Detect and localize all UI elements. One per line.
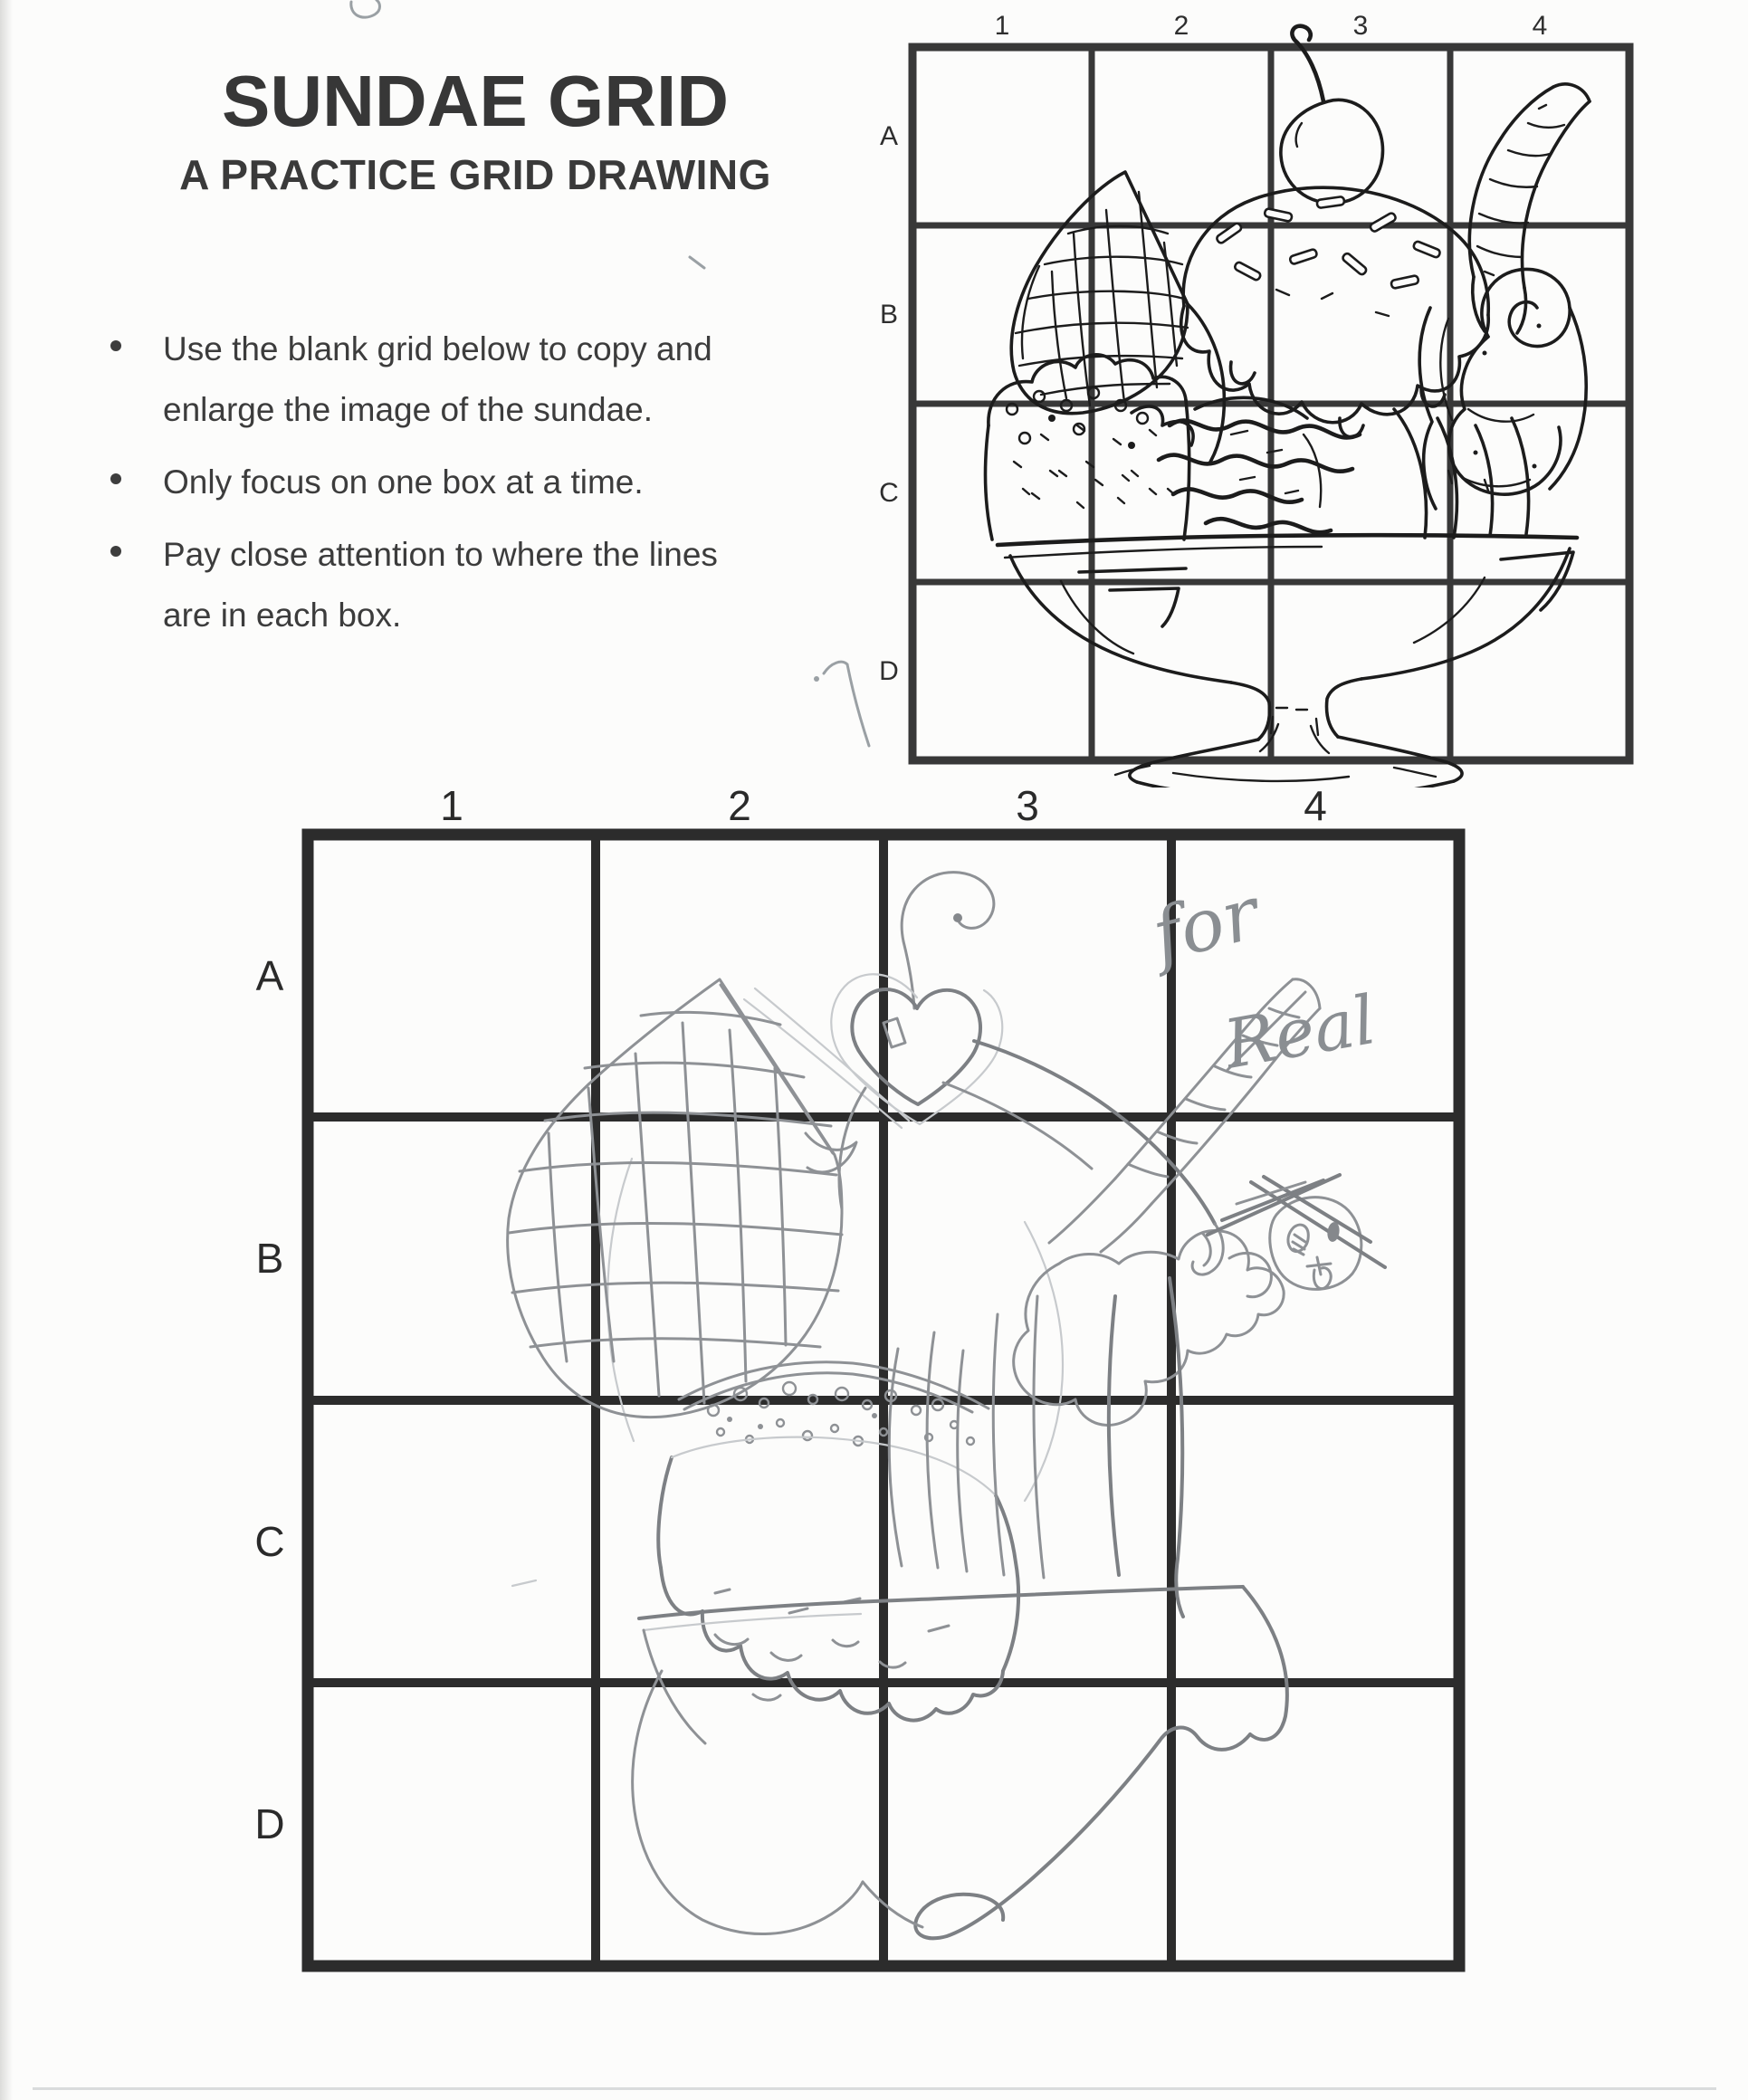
- col-label: 1: [440, 782, 463, 829]
- page-subtitle: A PRACTICE GRID DRAWING: [179, 151, 771, 198]
- instruction-line: Pay close attention to where the lines: [163, 536, 718, 573]
- pencil-squiggle-mark: [804, 632, 885, 749]
- pencil-cherry-heart: [831, 873, 1002, 1124]
- row-label: B: [255, 1235, 284, 1282]
- col-label: 3: [1352, 11, 1369, 41]
- bullet-icon: [110, 340, 121, 351]
- reference-column-labels: [995, 11, 1548, 41]
- practice-grid-figure: [208, 769, 1530, 2005]
- practice-grid-svg: [208, 769, 1530, 2000]
- practice-row-labels: [254, 952, 284, 1847]
- row-label: B: [879, 300, 899, 329]
- sundae-bowl: [998, 535, 1577, 788]
- handwriting-word1: for: [1144, 871, 1267, 978]
- col-label: 1: [994, 11, 1010, 41]
- row-label: A: [255, 952, 284, 999]
- reference-grid-figure: [851, 0, 1648, 792]
- row-label: C: [254, 1518, 285, 1565]
- bullet-icon: [110, 473, 121, 484]
- instruction-line: Use the blank grid below to copy and: [163, 330, 712, 368]
- instruction-item: [107, 524, 718, 645]
- instruction-item: [107, 319, 712, 440]
- scan-edge-line: [33, 2087, 1716, 2090]
- page-title: SUNDAE GRID: [221, 61, 730, 141]
- pencil-waffle: [508, 979, 842, 1418]
- stipple-texture: [1023, 425, 1174, 494]
- reference-grid-svg: [851, 0, 1648, 788]
- handwriting-word2: Real: [1218, 980, 1381, 1084]
- instruction-line: enlarge the image of the sundae.: [163, 391, 653, 428]
- col-label: 2: [728, 782, 751, 829]
- pencil-mark-top: [342, 0, 396, 27]
- pencil-bowl-left: [633, 1630, 922, 1934]
- bullet-icon: [110, 546, 121, 557]
- face-doodle: [1208, 1175, 1385, 1289]
- pencil-drip-scoop: [658, 1437, 1018, 1721]
- reference-row-labels: [879, 121, 899, 686]
- row-label: D: [879, 656, 899, 686]
- instruction-line: are in each box.: [163, 597, 402, 634]
- pencil-tick-mark: [686, 253, 713, 277]
- col-label: 4: [1532, 11, 1548, 41]
- row-label: C: [879, 478, 899, 508]
- pencil-cream-strands: [889, 1278, 1183, 1617]
- instructions-list: [107, 319, 718, 657]
- row-label: D: [254, 1800, 285, 1847]
- col-label: 2: [1173, 11, 1189, 41]
- col-label: 3: [1016, 782, 1039, 829]
- instruction-line: Only focus on one box at a time.: [163, 463, 644, 501]
- instruction-item: [107, 452, 686, 512]
- col-label: 4: [1304, 782, 1327, 829]
- pencil-swoosh: [915, 1587, 1287, 1938]
- header: [127, 61, 824, 199]
- sprinkles: [1216, 196, 1441, 316]
- row-label: A: [879, 121, 899, 151]
- practice-column-labels: [440, 782, 1327, 829]
- scan-edge-shading: [0, 0, 13, 2100]
